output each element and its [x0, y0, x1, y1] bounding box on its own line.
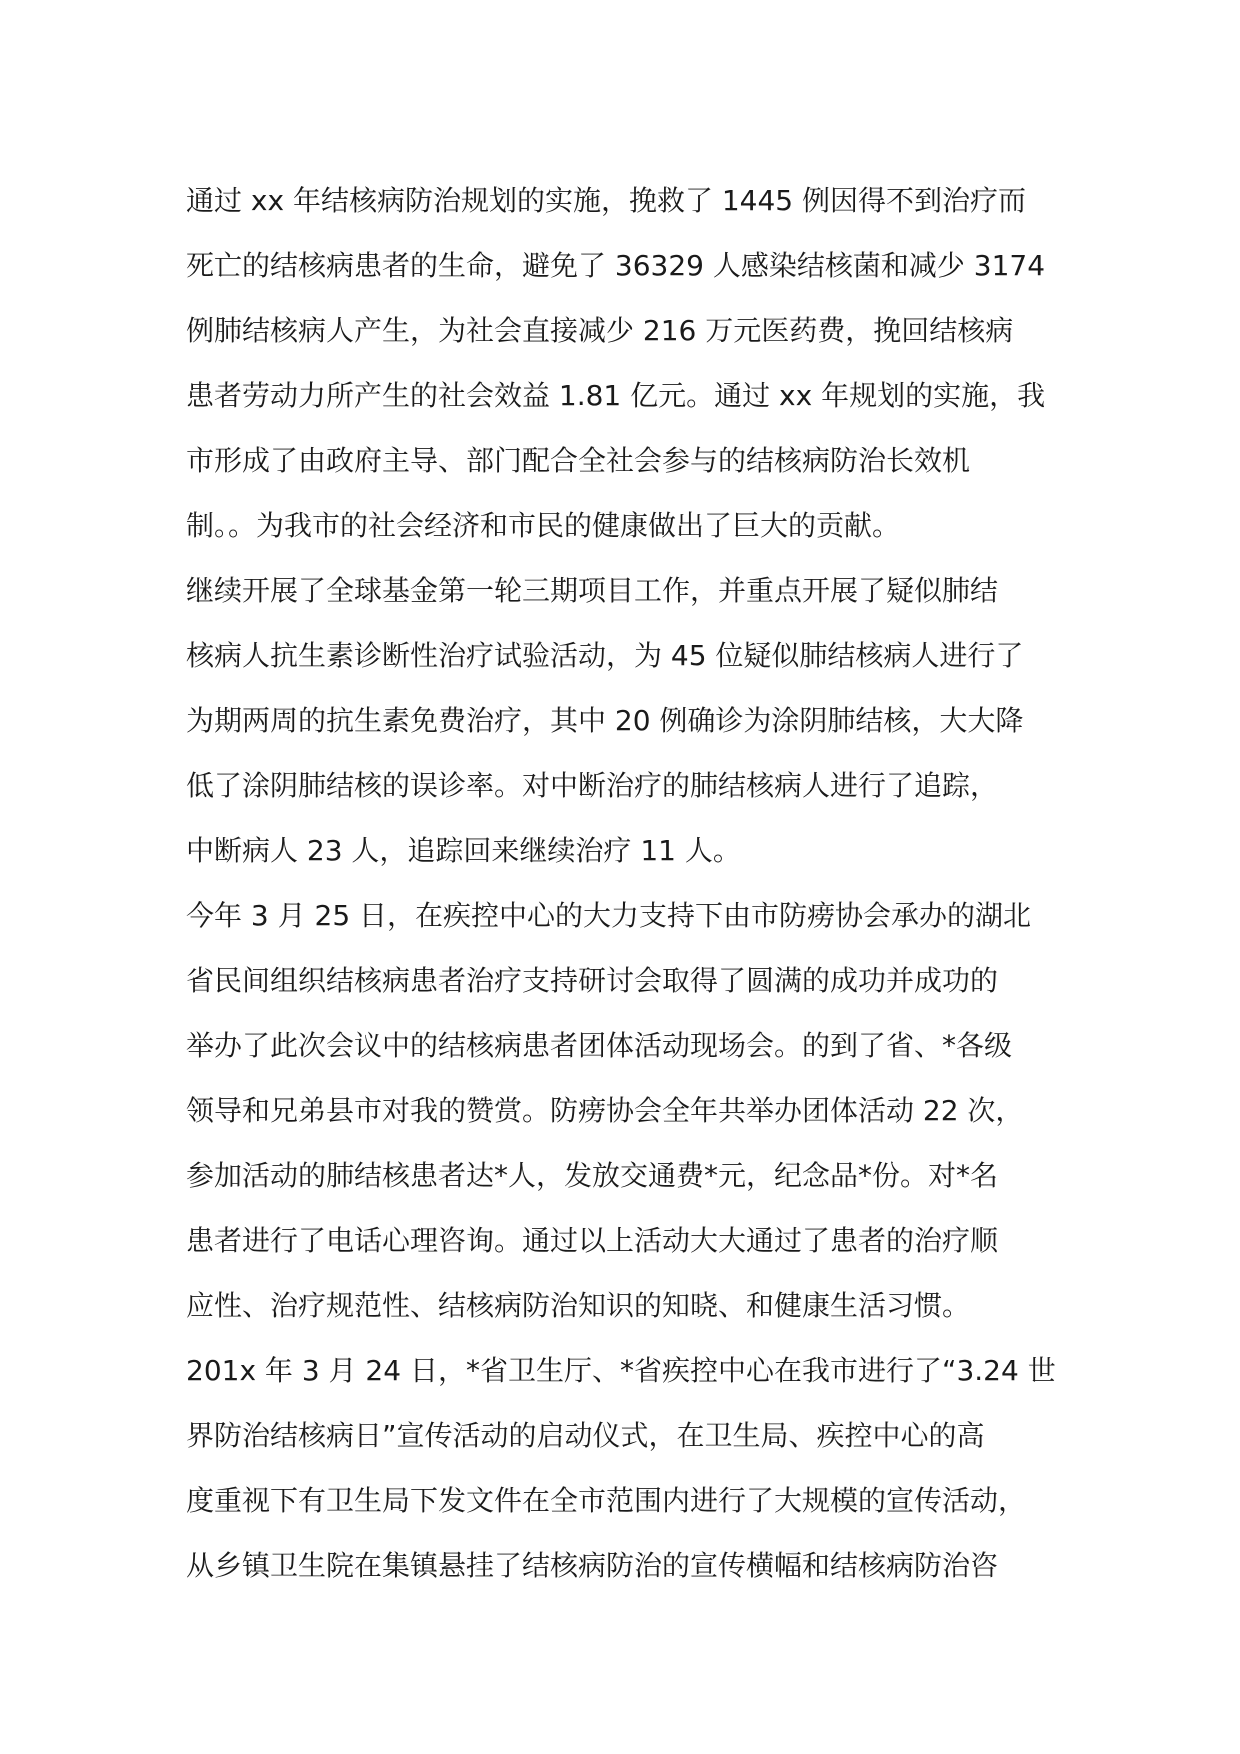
text-line: 核病人抗生素诊断性治疗试验活动，为 45 位疑似肺结核病人进行了: [186, 639, 1024, 672]
text-line: 制。。为我市的社会经济和市民的健康做出了巨大的贡献。: [186, 509, 901, 542]
text-line: 继续开展了全球基金第一轮三期项目工作，并重点开展了疑似肺结: [186, 574, 999, 607]
text-line: 今年 3 月 25 日，在疾控中心的大力支持下由市防痨协会承办的湖北: [186, 899, 1032, 932]
text-line: 应性、治疗规范性、结核病防治知识的知晓、和健康生活习惯。: [186, 1289, 971, 1322]
text-line: 中断病人 23 人，追踪回来继续治疗 11 人。: [186, 834, 741, 867]
paragraph-4: [186, 1338, 1086, 1598]
text-line: 举办了此次会议中的结核病患者团体活动现场会。的到了省、*各级: [186, 1029, 1013, 1062]
text-line: 市形成了由政府主导、部门配合全社会参与的结核病防治长效机: [186, 444, 971, 477]
paragraph-1: [186, 168, 1086, 558]
text-line: 患者劳动力所产生的社会效益 1.81 亿元。通过 xx 年规划的实施，我: [186, 379, 1046, 412]
text-line: 201x 年 3 月 24 日，*省卫生厅、*省疾控中心在我市进行了“3.24 世: [186, 1354, 1056, 1387]
text-line: 死亡的结核病患者的生命，避免了 36329 人感染结核菌和减少 3174: [186, 249, 1046, 282]
text-line: 省民间组织结核病患者治疗支持研讨会取得了圆满的成功并成功的: [186, 964, 999, 997]
text-line: 界防治结核病日”宣传活动的启动仪式，在卫生局、疾控中心的高: [186, 1419, 985, 1452]
text-line: 度重视下有卫生局下发文件在全市范围内进行了大规模的宣传活动，: [186, 1484, 1027, 1517]
text-line: 例肺结核病人产生，为社会直接减少 216 万元医药费，挽回结核病: [186, 314, 1014, 347]
document-body: [186, 168, 1086, 1598]
paragraph-3: [186, 883, 1086, 1338]
text-line: 从乡镇卫生院在集镇悬挂了结核病防治的宣传横幅和结核病防治咨: [186, 1549, 999, 1582]
paragraph-2: [186, 558, 1086, 883]
text-line: 为期两周的抗生素免费治疗，其中 20 例确诊为涂阴肺结核，大大降: [186, 704, 1024, 737]
text-line: 通过 xx 年结核病防治规划的实施，挽救了 1445 例因得不到治疗而: [186, 184, 1027, 217]
text-line: 参加活动的肺结核患者达*人，发放交通费*元，纪念品*份。对*名: [186, 1159, 999, 1192]
text-line: 低了涂阴肺结核的误诊率。对中断治疗的肺结核病人进行了追踪，: [186, 769, 999, 802]
text-line: 领导和兄弟县市对我的赞赏。防痨协会全年共举办团体活动 22 次，: [186, 1094, 1024, 1127]
text-line: 患者进行了电话心理咨询。通过以上活动大大通过了患者的治疗顺: [186, 1224, 999, 1257]
